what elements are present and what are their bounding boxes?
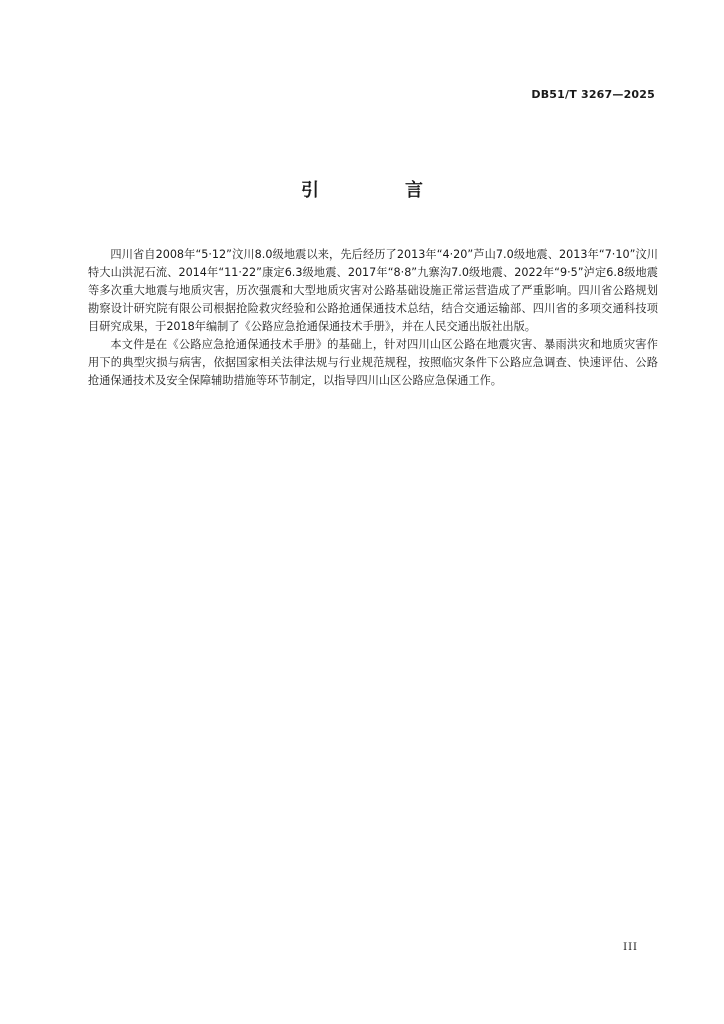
body-text <box>88 246 658 390</box>
page-number: III <box>623 942 638 953</box>
paragraph-2: 本文件是在《公路应急抢通保通技术手册》的基础上，针对四川山区公路在地震灾害、暴雨洪灾和地质灾害作用下的典型灾损与病害，依据国家相关法律法规与行业规范规程，按照临灾条件下公路应急调查、快速评估、公路抢通保通技术及安全保障辅助措施等环节制定，以指导四川山区公路应急保通工作。 <box>88 338 658 387</box>
document-code: DB51/T 3267—2025 <box>531 88 655 101</box>
paragraph-1: 四川省自2008年“5·12”汶川8.0级地震以来，先后经历了2013年“4·20”芦山7.0级地震、2013年“7·10”汶川特大山洪泥石流、2014年“11·22”康定6.3级地震、2017年“8·8”九寨沟7.0级地震、2022年“9·5”泸定6.8级地震等多次重大地震与地质灾害，历次强震和大型地质灾害对公路基础设施正常运营造成了严重影响。四川省公路规划勘察设计研究院有限公司根据抢险救灾经验和公路抢通保通技术总结，结合交通运输部、四川省的多项交通科技项目研究成果，于2018年编制了《公路应急抢通保通技术手册》，并在人民交通出版社出版。 <box>88 248 658 333</box>
section-title: 引 言 <box>301 180 457 201</box>
